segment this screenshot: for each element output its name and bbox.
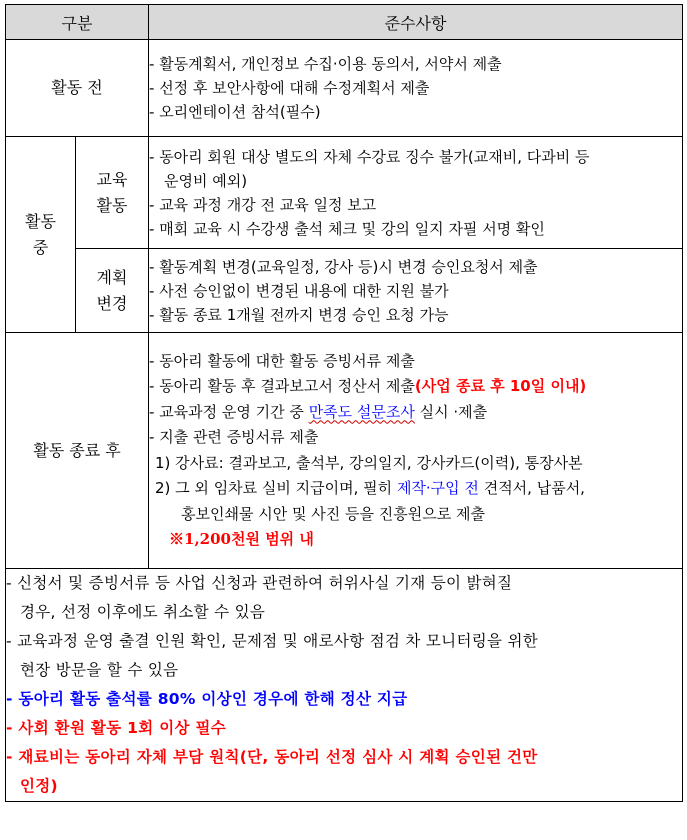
after-item-6-cont: 홍보인쇄물 시안 및 사진 등을 진흥원으로 제출 <box>181 504 485 523</box>
row-after <box>6 333 683 569</box>
header-category: 구분 <box>6 5 149 40</box>
plan-change-item-1: - 활동계획 변경(교육일정, 강사 등)시 변경 승인요청서 제출 <box>149 257 538 276</box>
education-item-1: - 동아리 회원 대상 별도의 자체 수강료 징수 불가(교재비, 다과비 등 <box>149 147 590 166</box>
education-item-1-cont: 운영비 예외) <box>164 171 248 190</box>
row-notes <box>6 569 683 802</box>
after-item-6: 2) 그 외 임차료 실비 지급이며, 필히 제작·구입 전 견적서, 납품서, <box>155 479 585 497</box>
after-item-1: - 동아리 활동에 대한 활동 증빙서류 제출 <box>149 351 415 370</box>
before-item-1: - 활동계획서, 개인정보 수집·이용 동의서, 서약서 제출 <box>149 55 502 73</box>
compliance-table <box>5 4 683 802</box>
survey-highlight: 만족도 설문조사 <box>308 402 415 421</box>
content-education <box>149 137 683 249</box>
after-item-2: - 동아리 활동 후 결과보고서 정산서 제출(사업 종료 후 10일 이내) <box>149 377 587 395</box>
note-3: - 동아리 활동 출석률 80% 이상인 경우에 한해 정산 지급 <box>6 690 408 708</box>
label-education: 교육 활동 <box>76 137 149 249</box>
before-item-3: - 오리엔테이션 참석(필수) <box>149 103 321 121</box>
content-plan-change <box>149 249 683 333</box>
plan-change-item-2: - 사전 승인없이 변경된 내용에 대한 지원 불가 <box>149 281 449 300</box>
content-before <box>149 40 683 137</box>
header-rules: 준수사항 <box>149 5 683 40</box>
content-after <box>149 333 683 569</box>
row-before <box>6 40 683 137</box>
after-item-5: 1) 강사료: 결과보고, 출석부, 강의일지, 강사카드(이력), 통장사본 <box>155 453 583 472</box>
label-during: 활동 중 <box>6 137 76 333</box>
budget-limit-note: ※1,200천원 범위 내 <box>169 530 314 548</box>
plan-change-item-3: - 활동 종료 1개월 전까지 변경 승인 요청 가능 <box>149 305 449 324</box>
note-1-cont: 경우, 선정 이후에도 취소할 수 있음 <box>20 603 266 621</box>
before-item-2: - 선정 후 보안사항에 대해 수정계획서 제출 <box>149 79 430 97</box>
education-item-3: - 매회 교육 시 수강생 출석 체크 및 강의 일지 자필 서명 확인 <box>149 219 545 238</box>
label-before: 활동 전 <box>6 40 149 137</box>
before-purchase-highlight: 제작·구입 전 <box>396 479 479 497</box>
note-2: - 교육과정 운영 출결 인원 확인, 문제점 및 애로사항 점검 차 모니터링을 위한 <box>6 632 539 650</box>
row-during-education <box>6 137 683 249</box>
note-2-cont: 현장 방문을 할 수 있음 <box>20 661 179 679</box>
note-4: - 사회 환원 활동 1회 이상 필수 <box>6 719 226 737</box>
label-after: 활동 종료 후 <box>6 333 149 569</box>
label-plan-change: 계획 변경 <box>76 249 149 333</box>
after-deadline-note: (사업 종료 후 10일 이내) <box>414 377 587 395</box>
note-5-cont: 인정) <box>20 777 58 795</box>
row-during-plan-change <box>6 249 683 333</box>
note-5: - 재료비는 동아리 자체 부담 원칙(단, 동아리 선정 심사 시 계획 승인된 건만 <box>6 748 538 766</box>
after-item-3: - 교육과정 운영 기간 중 만족도 설문조사 실시 ·제출 <box>149 402 488 421</box>
header-row <box>6 5 683 40</box>
notes-block <box>6 569 683 802</box>
note-1: - 신청서 및 증빙서류 등 사업 신청과 관련하여 허위사실 기재 등이 밝혀질 <box>6 574 513 592</box>
after-item-4: - 지출 관련 증빙서류 제출 <box>149 428 319 446</box>
education-item-2: - 교육 과정 개강 전 교육 일정 보고 <box>149 195 377 214</box>
